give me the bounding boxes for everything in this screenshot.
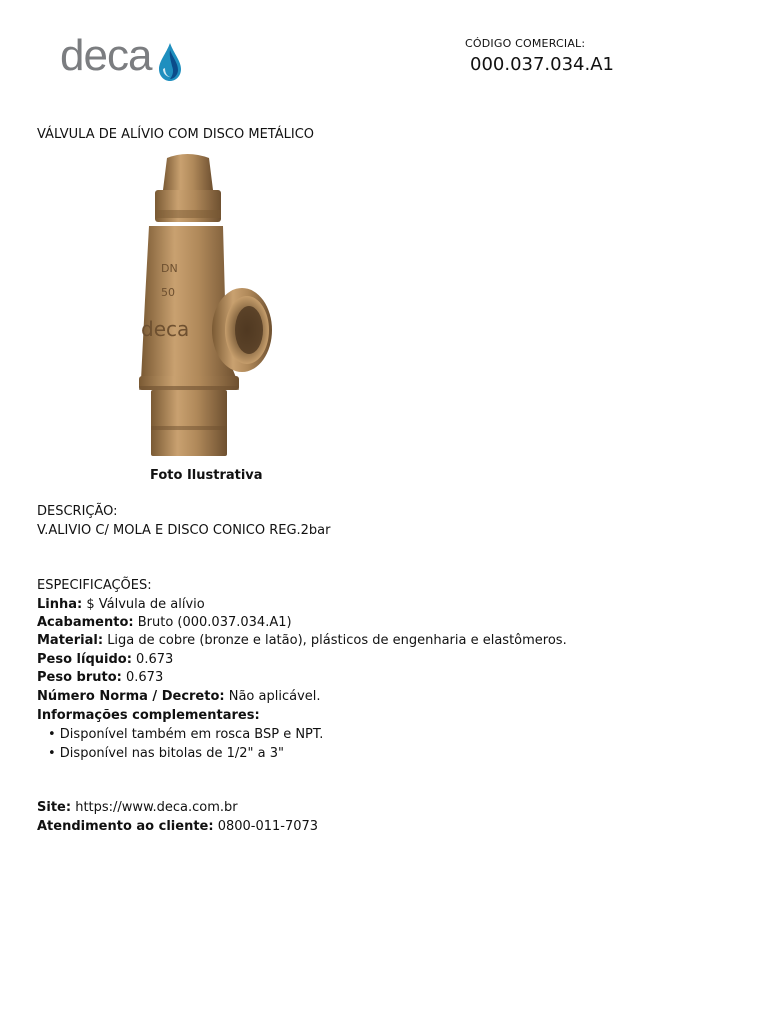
product-photo bbox=[125, 150, 285, 460]
spec-info-label: Informações complementares: bbox=[37, 708, 260, 723]
spec-norma bbox=[37, 688, 321, 706]
product-title: VÁLVULA DE ALÍVIO COM DISCO METÁLICO bbox=[37, 127, 314, 142]
body-marking-brand: deca bbox=[141, 317, 190, 341]
spec-norma-value: Não aplicável. bbox=[228, 689, 321, 704]
spec-acabamento-label: Acabamento: bbox=[37, 615, 134, 630]
description-text: V.ALIVIO C/ MOLA E DISCO CONICO REG.2bar bbox=[37, 523, 331, 538]
spec-peso-liquido-value: 0.673 bbox=[136, 652, 174, 667]
contact-atendimento bbox=[37, 818, 318, 836]
spec-material-label: Material: bbox=[37, 633, 104, 648]
atendimento-label: Atendimento ao cliente: bbox=[37, 819, 214, 834]
spec-peso-liquido-label: Peso líquido: bbox=[37, 652, 132, 667]
water-drop-icon bbox=[157, 42, 183, 82]
spec-linha-label: Linha: bbox=[37, 597, 83, 612]
logo-wordmark: deca bbox=[60, 31, 152, 80]
spec-linha-value: $ Válvula de alívio bbox=[86, 597, 205, 612]
contact-site bbox=[37, 799, 238, 817]
spec-linha bbox=[37, 596, 205, 614]
site-label: Site: bbox=[37, 800, 72, 815]
spec-material-value: Liga de cobre (bronze e latão), plásticos de engenharia e elastômeros. bbox=[107, 633, 567, 648]
specs-heading: ESPECIFICAÇÕES: bbox=[37, 578, 152, 593]
spec-acabamento-value: Bruto (000.037.034.A1) bbox=[137, 615, 292, 630]
spec-info-item: • Disponível também em rosca BSP e NPT. bbox=[48, 727, 324, 742]
atendimento-phone: 0800-011-7073 bbox=[217, 819, 319, 834]
spec-norma-label: Número Norma / Decreto: bbox=[37, 689, 225, 704]
commercial-code-value: 000.037.034.A1 bbox=[470, 54, 614, 75]
spec-peso-bruto bbox=[37, 669, 163, 687]
body-marking-dn: DN bbox=[161, 262, 178, 275]
body-marking-size: 50 bbox=[161, 286, 175, 299]
commercial-code-label: CÓDIGO COMERCIAL: bbox=[465, 37, 586, 50]
spec-peso-bruto-value: 0.673 bbox=[126, 670, 164, 685]
spec-material bbox=[37, 632, 567, 650]
spec-peso-bruto-label: Peso bruto: bbox=[37, 670, 122, 685]
description-heading: DESCRIÇÃO: bbox=[37, 504, 118, 519]
spec-peso-liquido bbox=[37, 651, 173, 669]
spec-acabamento bbox=[37, 614, 292, 632]
photo-caption: Foto Ilustrativa bbox=[150, 468, 263, 483]
site-link[interactable]: https://www.deca.com.br bbox=[75, 800, 238, 815]
deca-logo bbox=[60, 31, 190, 86]
spec-info-item: • Disponível nas bitolas de 1/2" a 3" bbox=[48, 746, 284, 761]
